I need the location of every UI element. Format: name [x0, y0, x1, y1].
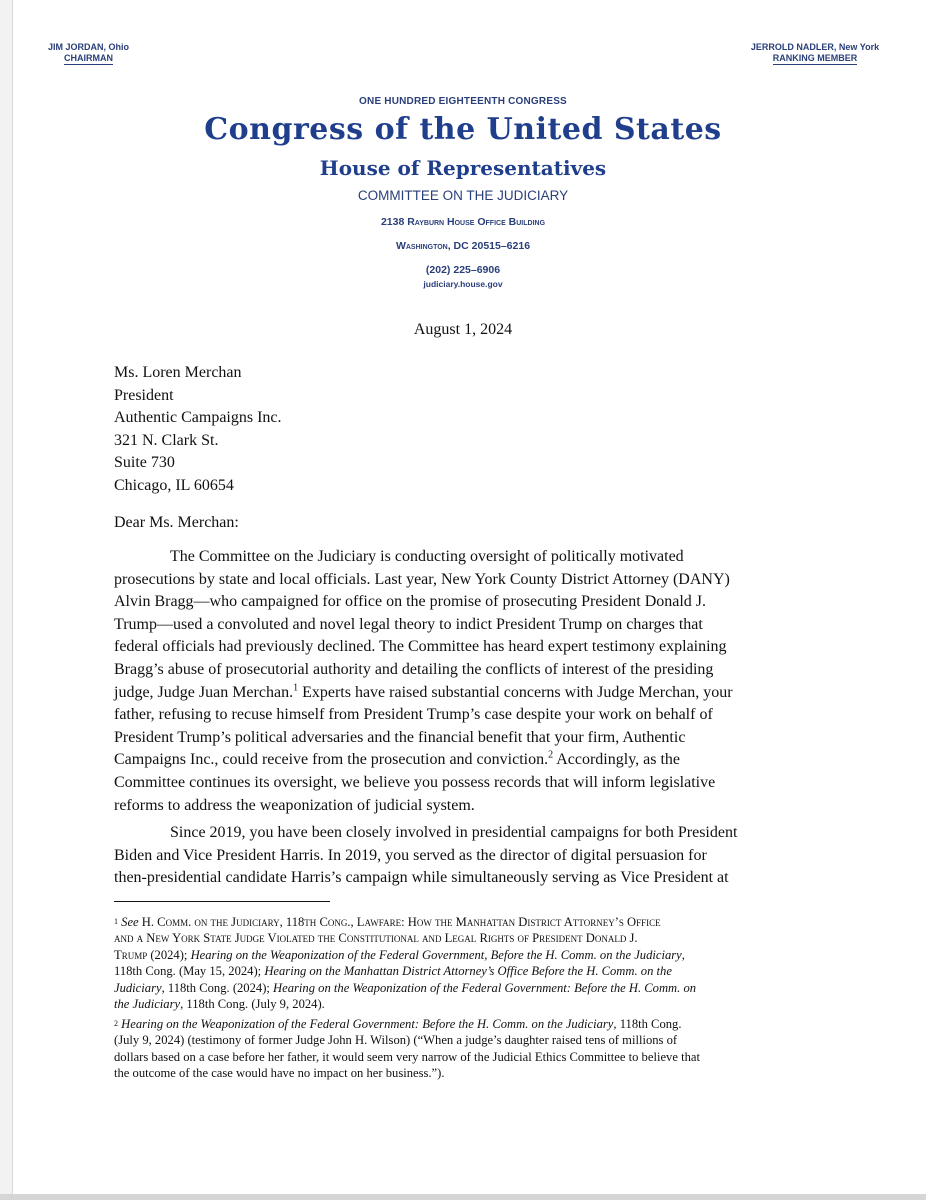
- committee-name: COMMITTEE ON THE JUDICIARY: [357, 188, 569, 203]
- footnote-line: and a New York State Judge Violated the Constitutional and Legal Rights of President Donald J.: [114, 931, 638, 946]
- footnote-ref-2[interactable]: 2: [548, 750, 554, 762]
- paragraph-line-with-footnote: [114, 682, 834, 705]
- line-text: Campaigns Inc., could receive from the prosecution and conviction.: [114, 751, 549, 769]
- footnote-text: , 118th Cong.: [613, 1017, 682, 1031]
- salutation: Dear Ms. Merchan:: [114, 514, 239, 531]
- paragraph-line: Alvin Bragg—who campaigned for office on the promise of prosecuting President Donald J.: [114, 593, 707, 611]
- address-line-2: Washington, DC 20515–6216: [395, 240, 531, 252]
- footnote-citation: the Judiciary: [114, 997, 181, 1012]
- footnote-text: (2024);: [147, 947, 191, 962]
- footnote-citation: Hearing on the Manhattan District Attorney’s Office Before the H. Comm. on the: [264, 964, 672, 979]
- footnote-citation: Hearing on the Weaponization of the Federal Government, Before the H. Comm. on the Judiciary: [190, 947, 682, 962]
- recipient-city: Chicago, IL 60654: [114, 476, 234, 494]
- recipient-name: Ms. Loren Merchan: [114, 364, 242, 381]
- chairman-title: CHAIRMAN: [64, 53, 113, 63]
- footnote-line: [114, 980, 834, 996]
- paragraph-line: Bragg’s abuse of prosecutorial authority and detailing the conflicts of interest of the presiding: [114, 660, 714, 678]
- website: judiciary.house.gov: [423, 279, 503, 289]
- footnote-text: , 118th Cong. (2024);: [161, 980, 274, 995]
- footnote-text: , 118th Cong. (July 9, 2024).: [180, 997, 325, 1012]
- footnote-number: 2: [114, 1019, 118, 1028]
- footnote-line: dollars based on a case before her father, it would seem very narrow of the Judicial Ethics Committee to believe that: [114, 1049, 700, 1064]
- paragraph-line-with-footnote: [114, 749, 834, 772]
- footnote-line: the outcome of the case would have no impact on her business.”).: [114, 1066, 445, 1081]
- recipient-street: 321 N. Clark St.: [114, 431, 219, 449]
- footnote-signal: See: [121, 915, 139, 929]
- footnote-citation: Judiciary: [114, 980, 162, 995]
- paragraph-line: reforms to address the weaponization of judicial system.: [114, 796, 475, 814]
- footnote-text: 118th Cong. (May 15, 2024);: [114, 964, 265, 979]
- letter-date: August 1, 2024: [413, 321, 513, 338]
- footnote-1: [114, 914, 834, 1012]
- footnote-text: H. Comm. on the Judiciary, 118th Cong., Lawfare: How the Manhattan District Attorney’s Office: [138, 915, 661, 929]
- footnote-line: [114, 963, 834, 979]
- paragraph-line: Committee continues its oversight, we believe you possess records that will inform legislative: [114, 773, 716, 791]
- ranking-member-name: JERROLD NADLER, New York: [750, 42, 880, 52]
- footnote-number: 1: [114, 917, 118, 926]
- footnote-divider: [114, 901, 330, 902]
- paragraph-line: President Trump’s political adversaries and the financial benefit that your firm, Authentic: [114, 728, 686, 746]
- footnote-line: [114, 1016, 834, 1032]
- line-text: Accordingly, as the: [553, 751, 681, 769]
- phone-number: (202) 225–6906: [425, 264, 501, 276]
- paragraph-line: federal officials had previously declined. The Committee has heard expert testimony explaining: [114, 638, 727, 656]
- footnote-2: [114, 1016, 834, 1082]
- footnote-citation: Hearing on the Weaponization of the Federal Government: Before the H. Comm. on: [273, 980, 697, 995]
- paragraph-line: Trump—used a convoluted and novel legal theory to indict President Trump on charges that: [114, 615, 703, 633]
- paragraph-line: Biden and Vice President Harris. In 2019, you served as the director of digital persuasion for: [114, 846, 707, 864]
- letterhead-title: Congress of the United States: [204, 112, 722, 147]
- address-line-1: 2138 Rayburn House Office Building: [380, 216, 546, 228]
- body-paragraph-1: [114, 546, 834, 817]
- letterhead-subtitle: House of Representatives: [319, 156, 607, 180]
- paragraph-line: Since 2019, you have been closely involved in presidential campaigns for both President: [170, 824, 738, 841]
- page-bottom-edge: [0, 1194, 926, 1200]
- footnote-text: Trump: [114, 947, 148, 962]
- footnote-text: ,: [681, 947, 685, 962]
- line-text: Experts have raised substantial concerns with Judge Merchan, your: [298, 683, 733, 701]
- recipient-address: [114, 362, 834, 498]
- paragraph-line: father, refusing to recuse himself from President Trump’s case despite your work on behalf of: [114, 706, 713, 724]
- recipient-suite: Suite 730: [114, 454, 175, 472]
- ranking-member-title: RANKING MEMBER: [772, 53, 858, 63]
- paragraph-line: prosecutions by state and local officials. Last year, New York County District Attorney (DANY): [114, 570, 730, 588]
- recipient-company: Authentic Campaigns Inc.: [114, 409, 282, 427]
- body-paragraph-2: [114, 822, 834, 890]
- line-text: judge, Judge Juan Merchan.: [114, 683, 294, 701]
- chairman-block: [36, 42, 141, 65]
- footnote-ref-1[interactable]: 1: [293, 682, 299, 694]
- congress-number: ONE HUNDRED EIGHTEENTH CONGRESS: [359, 96, 567, 107]
- paragraph-line: then-presidential candidate Harris’s campaign while simultaneously serving as Vice President at: [114, 869, 729, 887]
- footnote-line: [114, 996, 834, 1012]
- paragraph-line: The Committee on the Judiciary is conducting oversight of politically motivated: [170, 548, 684, 565]
- footnote-line: [114, 914, 834, 930]
- ranking-member-block: [744, 42, 886, 65]
- recipient-title: President: [114, 386, 174, 404]
- footnote-line: (July 9, 2024) (testimony of former Judge John H. Wilson) (“When a judge’s daughter raised tens of millions of: [114, 1033, 678, 1048]
- footnote-citation: Hearing on the Weaponization of the Federal Government: Before the H. Comm. on the Judiciary: [121, 1017, 614, 1031]
- footnote-line: [114, 947, 834, 963]
- chairman-name: JIM JORDAN, Ohio: [47, 42, 129, 52]
